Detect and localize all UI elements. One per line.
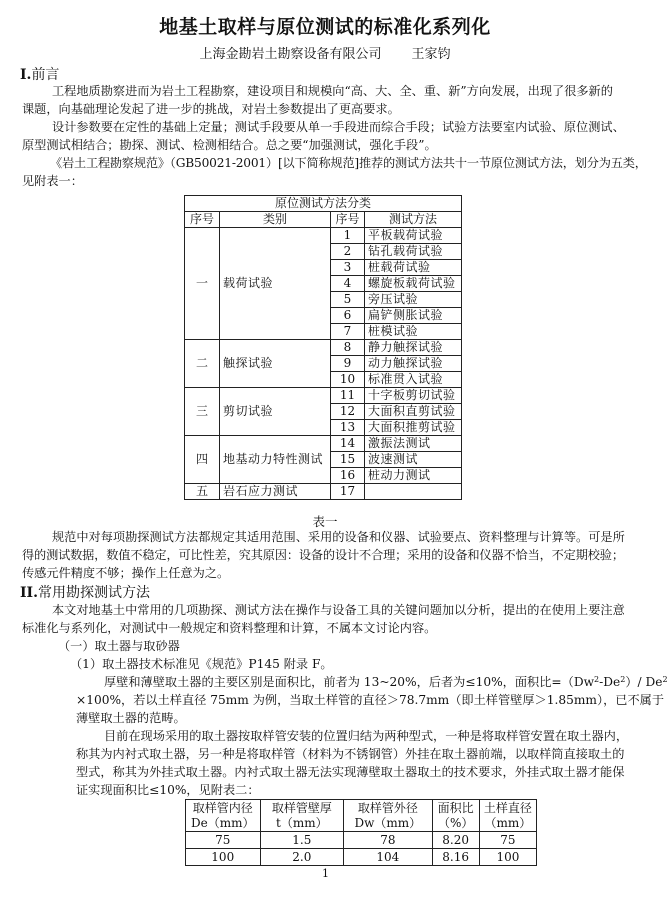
category-number: 五 xyxy=(185,484,220,500)
paragraph-line: 设计参数要在定性的基础上定量；测试手段要从单一手段进而综合手段；试验方法要室内试验、原位测试、 xyxy=(52,120,625,134)
table-1-caption: 表一 xyxy=(312,514,338,529)
paragraph-line: 本文对地基土中常用的几项勘探、测试方法在操作与设备工具的关键问题加以分析，提出的在使用上要注意 xyxy=(52,603,625,617)
category-number: 四 xyxy=(185,436,220,484)
section-2-number: II. xyxy=(20,585,38,601)
table-row xyxy=(185,340,462,356)
table-row xyxy=(185,228,462,244)
method-number: 4 xyxy=(331,276,365,292)
column-header: 序号 xyxy=(331,212,365,228)
method-name: 静力触探试验 xyxy=(365,340,462,356)
method-name: 螺旋板载荷试验 xyxy=(365,276,462,292)
method-number: 14 xyxy=(331,436,365,452)
formula-text: -De xyxy=(599,675,621,689)
table-cell: 104 xyxy=(344,849,432,866)
column-header xyxy=(432,800,479,832)
column-header-name: 面积比 xyxy=(437,800,474,815)
author-name: 王家钧 xyxy=(411,47,451,62)
page-title: 地基土取样与原位测试的标准化系列化 xyxy=(159,16,491,38)
method-number: 13 xyxy=(331,420,365,436)
table-header-row xyxy=(186,800,537,832)
category-name: 载荷试验 xyxy=(220,228,331,340)
method-name: 标准贯入试验 xyxy=(365,372,462,388)
section-2-title: 常用勘探测试方法 xyxy=(37,585,150,601)
method-number: 17 xyxy=(331,484,365,500)
method-number: 10 xyxy=(331,372,365,388)
paragraph-line xyxy=(104,673,668,691)
paragraph-line: 见附表一： xyxy=(22,174,83,188)
method-number: 6 xyxy=(331,308,365,324)
method-name xyxy=(365,484,462,500)
table-cell: 8.16 xyxy=(432,849,479,866)
method-number: 1 xyxy=(331,228,365,244)
paragraph-line: 标准化与系列化，对测试中一般规定和资料整理和计算，不属本文讨论内容。 xyxy=(22,621,437,635)
paragraph-line: 型式，称其为外挂式取土器。内衬式取土器无法实现薄壁取土器取土的技术要求，外挂式取土器才能保 xyxy=(76,765,625,779)
paragraph-line: 薄壁取土器的范畴。 xyxy=(76,711,186,725)
subsection-heading: （一）取土器与取砂器 xyxy=(58,639,180,653)
method-name: 钻孔载荷试验 xyxy=(365,244,462,260)
column-header-name: 取样管内径 xyxy=(192,800,253,815)
method-name: 扁铲侧胀试验 xyxy=(365,308,462,324)
table-cell: 2.0 xyxy=(260,849,344,866)
paragraph-line: 工程地质勘察进而为岩土工程勘察，建设项目和规模向“高、大、全、重、新”方向发展，出现了很多新的 xyxy=(52,84,613,98)
author-company: 上海金勘岩土勘察设备有限公司 xyxy=(199,47,382,62)
column-header xyxy=(260,800,344,832)
method-name: 波速测试 xyxy=(365,452,462,468)
superscript: 2 xyxy=(594,675,600,684)
method-number: 7 xyxy=(331,324,365,340)
category-number: 二 xyxy=(185,340,220,388)
method-name: 桩模试验 xyxy=(365,324,462,340)
paragraph-line: 规范中对每项勘探测试方法都规定其适用范围、采用的设备和仪器、试验要点、资料整理与计算等。可是所 xyxy=(52,530,625,544)
paragraph-line: 称其为内衬式取土器，另一种是将取样管（材料为不锈钢管）外挂在取土器前端，以取样筒直接取土的 xyxy=(76,747,625,761)
table-row xyxy=(186,832,537,849)
table-row xyxy=(185,484,462,500)
method-name: 桩载荷试验 xyxy=(365,260,462,276)
method-name: 大面积推剪试验 xyxy=(365,420,462,436)
table-cell: 8.20 xyxy=(432,832,479,849)
in-situ-test-classification-table xyxy=(184,195,462,500)
table-cell: 1.5 xyxy=(260,832,344,849)
category-number: 一 xyxy=(185,228,220,340)
section-1-title: 前言 xyxy=(31,67,60,83)
method-number: 12 xyxy=(331,404,365,420)
column-header: 序号 xyxy=(185,212,220,228)
method-number: 9 xyxy=(331,356,365,372)
column-header-unit: （mm） xyxy=(484,815,532,830)
method-number: 11 xyxy=(331,388,365,404)
method-number: 5 xyxy=(331,292,365,308)
paragraph-line: 得的测试数据，数值不稳定，可比性差，究其原因：设备的设计不合理；采用的设备和仪器不恰当，不定期校验； xyxy=(22,548,624,562)
column-header xyxy=(479,800,536,832)
formula-text: ）/ De xyxy=(625,675,663,689)
method-number: 2 xyxy=(331,244,365,260)
category-name: 剪切试验 xyxy=(220,388,331,436)
paragraph-line: 原型测试相结合；勘探、测试、检测相结合。总之要“加强测试，强化手段”。 xyxy=(22,138,437,152)
method-name: 桩动力测试 xyxy=(365,468,462,484)
paragraph-line: 《岩土工程勘察规范》（GB50021-2001）[以下简称规范]推荐的测试方法共十一节原位测试方法，划分为五类， xyxy=(50,156,647,170)
method-name: 十字板剪切试验 xyxy=(365,388,462,404)
column-header-name: 取样管外径 xyxy=(357,800,418,815)
column-header: 类别 xyxy=(220,212,331,228)
page-number: 1 xyxy=(322,867,329,880)
column-header-name: 取样管壁厚 xyxy=(271,800,332,815)
section-1-heading xyxy=(20,64,59,84)
column-header xyxy=(186,800,261,832)
category-number: 三 xyxy=(185,388,220,436)
formula-text: 厚壁和薄壁取土器的主要区别是面积比，前者为 13~20%，后者为≤10%，面积比=（Dw xyxy=(104,675,595,689)
table-cell: 75 xyxy=(479,832,536,849)
column-header-unit: Dw（mm） xyxy=(354,815,422,830)
column-header xyxy=(344,800,432,832)
table-cell: 78 xyxy=(344,832,432,849)
paragraph-line: 证实现面积比≤10%，见附表二： xyxy=(76,783,260,797)
item-heading: （1）取土器技术标准见《规范》P145 附录 F。 xyxy=(70,657,333,671)
table-cell: 75 xyxy=(186,832,261,849)
method-number: 16 xyxy=(331,468,365,484)
method-name: 平板载荷试验 xyxy=(365,228,462,244)
method-number: 3 xyxy=(331,260,365,276)
superscript: 2 xyxy=(620,675,626,684)
paragraph-line: 传感元件精度不够；操作上任意为之。 xyxy=(22,566,230,580)
section-1-number: I. xyxy=(20,67,32,83)
table-row xyxy=(186,849,537,866)
column-header: 测试方法 xyxy=(365,212,462,228)
column-header-name: 土样直径 xyxy=(483,800,532,815)
method-name: 大面积直剪试验 xyxy=(365,404,462,420)
table-row xyxy=(185,388,462,404)
column-header-unit: （%） xyxy=(437,815,474,830)
superscript: 2 xyxy=(662,675,668,684)
method-name: 激振法测试 xyxy=(365,436,462,452)
method-number: 8 xyxy=(331,340,365,356)
table-title: 原位测试方法分类 xyxy=(185,196,462,212)
table-row xyxy=(185,436,462,452)
paragraph-line: 课题，向基础理论发起了进一步的挑战，对岩土参数提出了更高要求。 xyxy=(22,102,400,116)
paragraph-line: ×100%，若以土样直径 75mm 为例，当取土样管的直径＞78.7mm（即土样管壁厚＞1.85mm），已不属于 xyxy=(76,693,665,707)
category-name: 岩石应力测试 xyxy=(220,484,331,500)
method-name: 动力触探试验 xyxy=(365,356,462,372)
category-name: 触探试验 xyxy=(220,340,331,388)
table-cell: 100 xyxy=(186,849,261,866)
section-2-heading xyxy=(20,582,150,602)
column-header-unit: t（mm） xyxy=(276,815,328,830)
column-header-unit: De（mm） xyxy=(191,815,255,830)
category-name: 地基动力特性测试 xyxy=(220,436,331,484)
method-name: 旁压试验 xyxy=(365,292,462,308)
paragraph-line: 目前在现场采用的取土器按取样管安装的位置归结为两种型式，一种是将取样管安置在取土器内， xyxy=(104,729,629,743)
table-cell: 100 xyxy=(479,849,536,866)
author-line xyxy=(0,43,650,62)
sampler-tube-table xyxy=(185,799,537,866)
method-number: 15 xyxy=(331,452,365,468)
